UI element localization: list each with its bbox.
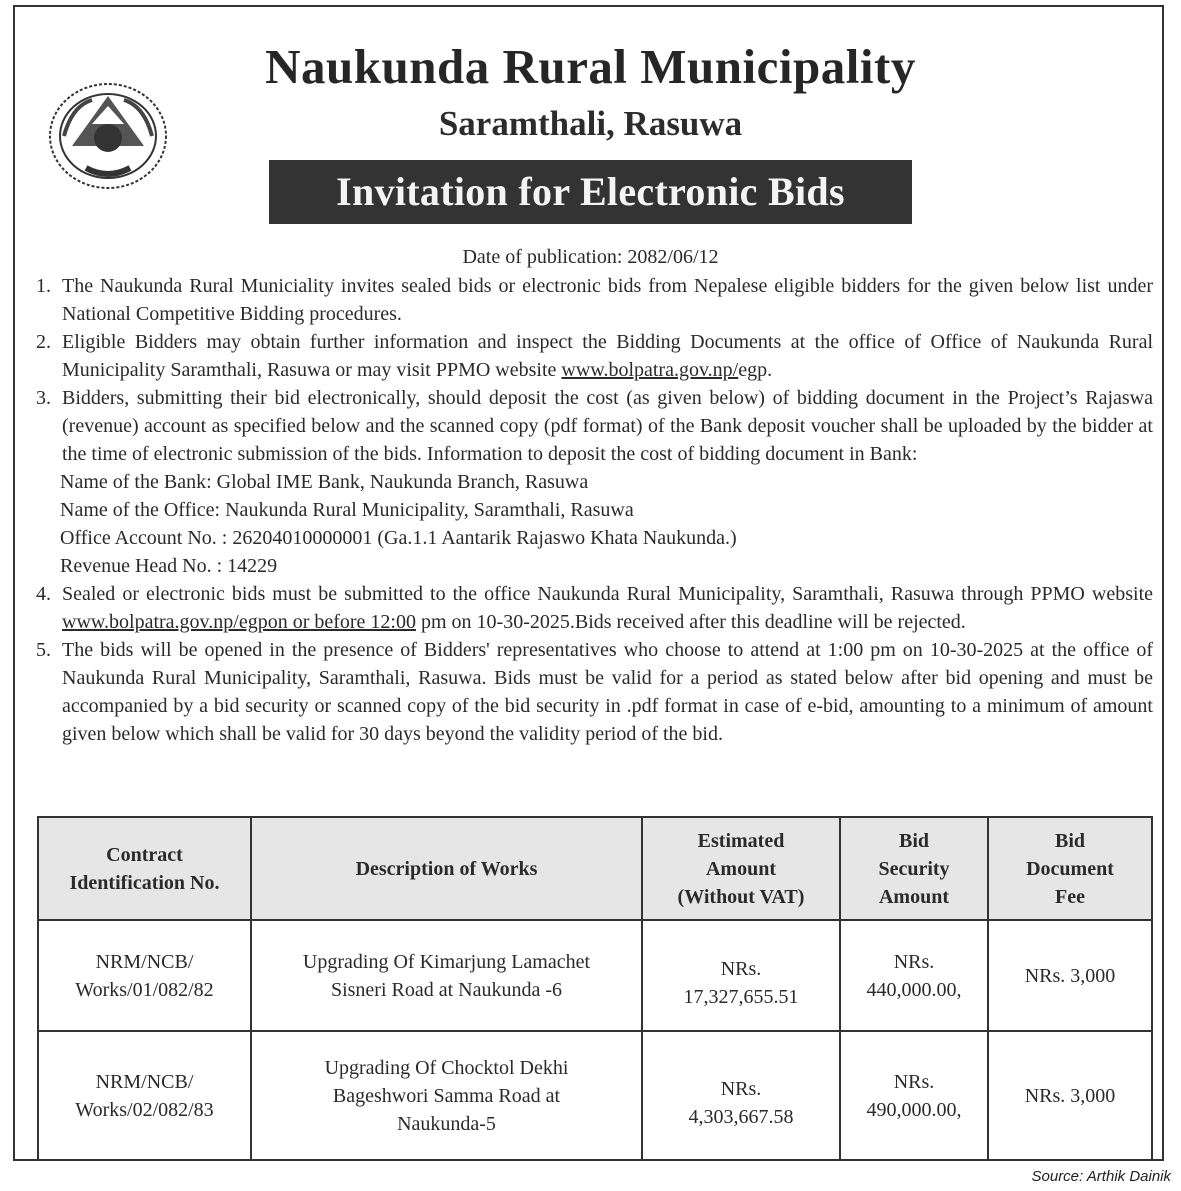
clause-5 <box>36 636 1153 748</box>
cell-bid-security <box>840 920 988 1031</box>
revenue-head: Revenue Head No. : 14229 <box>60 555 278 577</box>
clause-1 <box>36 272 1153 328</box>
cell-bid-fee: NRs. 3,000 <box>988 920 1152 1031</box>
cell-line: 440,000.00, <box>866 978 962 1001</box>
cell-line: Works/02/082/83 <box>75 1098 214 1121</box>
cell-line: NRs. <box>893 950 935 973</box>
cell-line: Upgrading Of Kimarjung Lamachet <box>302 950 591 973</box>
clause-text: Eligible Bidders may obtain further information and inspect the Bidding Documents at the office of Office of Naukunda Rural Municipality Saramthali, Rasuwa or may visit PPMO website <box>62 331 1153 381</box>
header-line: Contract <box>106 843 183 866</box>
cell-line: NRM/NCB/ <box>95 1070 194 1093</box>
cell-line: Works/01/082/82 <box>75 978 214 1001</box>
clause-text: Bidders, submitting their bid electronically, should deposit the cost (as given below) of bidding document in the Project’s Rajaswa (revenue) account as specified below and the scanned copy (pdf format) of the Bank deposit voucher shall be uploaded by the bidder at the time of electronic submission of the bids. Information to deposit the cost of bidding document in Bank: <box>62 387 1153 465</box>
header-line: Fee <box>1055 885 1085 908</box>
table-row <box>38 920 1152 1031</box>
clause-3 <box>36 384 1153 468</box>
clause-4 <box>36 580 1153 636</box>
header-line: Security <box>878 857 950 880</box>
cell-line: NRs. <box>720 957 762 980</box>
clause-text-end: pm on 10-30-2025.Bids received after this deadline will be rejected. <box>415 611 966 633</box>
cell-line: NRM/NCB/ <box>95 950 194 973</box>
cell-line: Sisneri Road at Naukunda -6 <box>330 978 563 1001</box>
cell-line: Bageshwori Samma Road at <box>332 1084 561 1107</box>
header-line: Bid <box>1054 829 1086 852</box>
cell-contract-id <box>38 920 251 1031</box>
cell-line: Upgrading Of Chocktol Dekhi <box>324 1056 569 1079</box>
cell-description <box>251 1031 642 1160</box>
cell-line: NRs. <box>893 1070 935 1093</box>
cell-line: 4,303,667.58 <box>688 1105 794 1128</box>
header-line: Amount <box>705 857 776 880</box>
header-description: Description of Works <box>251 817 642 920</box>
header-estimated-amount <box>642 817 840 920</box>
clause-number: 3. <box>36 387 51 409</box>
bank-name: Name of the Bank: Global IME Bank, Naukunda Branch, Rasuwa <box>60 471 589 493</box>
clause-number: 1. <box>36 275 51 297</box>
cell-bid-security <box>840 1031 988 1160</box>
cell-line: Naukunda-5 <box>397 1112 496 1135</box>
cell-estimated-amount <box>642 1031 840 1160</box>
table-row <box>38 1031 1152 1160</box>
account-number: Office Account No. : 26204010000001 (Ga.1.1 Aantarik Rajaswo Khata Naukunda.) <box>60 527 737 549</box>
cell-bid-fee: NRs. 3,000 <box>988 1031 1152 1160</box>
header-line: Bid <box>898 829 930 852</box>
clause-text: The Naukunda Rural Municiality invites sealed bids or electronic bids from Nepalese eligible bidders for the given below list under National Competitive Bidding procedures. <box>62 275 1153 325</box>
page-title: Naukunda Rural Municipality <box>265 39 916 94</box>
header-line: Amount <box>878 885 949 908</box>
notice-body <box>36 272 1153 748</box>
table-header-row <box>38 817 1152 920</box>
clause-text: Sealed or electronic bids must be submitted to the office Naukunda Rural Municipality, Saramthali, Rasuwa through PPMO website <box>62 583 1153 605</box>
notice-banner: Invitation for Electronic Bids <box>269 160 912 224</box>
cell-line: 490,000.00, <box>866 1098 962 1121</box>
header-bid-document-fee <box>988 817 1152 920</box>
header-contract-id <box>38 817 251 920</box>
cell-line: NRs. <box>720 1077 762 1100</box>
clause-number: 2. <box>36 331 51 353</box>
cell-line: 17,327,655.51 <box>683 985 799 1008</box>
clause-number: 4. <box>36 583 51 605</box>
clause-2 <box>36 328 1153 384</box>
cell-description <box>251 920 642 1031</box>
clause-text: The bids will be opened in the presence of Bidders' representatives who choose to attend at 1:00 pm on 10-30-2025 at the office of Naukunda Rural Municipality, Saramthali, Rasuwa. Bids must be valid for a period as stated below after bid opening and must be accompanied by a bid security or scanned copy of the bid security in .pdf format in case of e-bid, amounting to a minimum of amount given below which shall be valid for 30 days beyond the validity period of the bid. <box>62 639 1153 745</box>
cell-contract-id <box>38 1031 251 1160</box>
page-subtitle: Saramthali, Rasuwa <box>438 104 743 143</box>
header-line: Estimated <box>697 829 785 852</box>
office-name: Name of the Office: Naukunda Rural Municipality, Saramthali, Rasuwa <box>60 499 634 521</box>
clause-text-end: egp. <box>738 359 773 381</box>
ppmo-link[interactable]: www.bolpatra.gov.np/egpon or before 12:00 <box>62 611 416 633</box>
source-credit: Source: Arthik Dainik <box>1031 1168 1171 1185</box>
publication-date: Date of publication: 2082/06/12 <box>462 246 719 268</box>
ppmo-link[interactable]: www.bolpatra.gov.np/ <box>561 359 739 381</box>
cell-estimated-amount <box>642 920 840 1031</box>
bids-table <box>37 816 1153 1161</box>
header-line: (Without VAT) <box>677 885 805 908</box>
header-bid-security <box>840 817 988 920</box>
header-line: Identification No. <box>69 871 220 894</box>
clause-number: 5. <box>36 639 51 661</box>
header-line: Document <box>1026 857 1114 880</box>
